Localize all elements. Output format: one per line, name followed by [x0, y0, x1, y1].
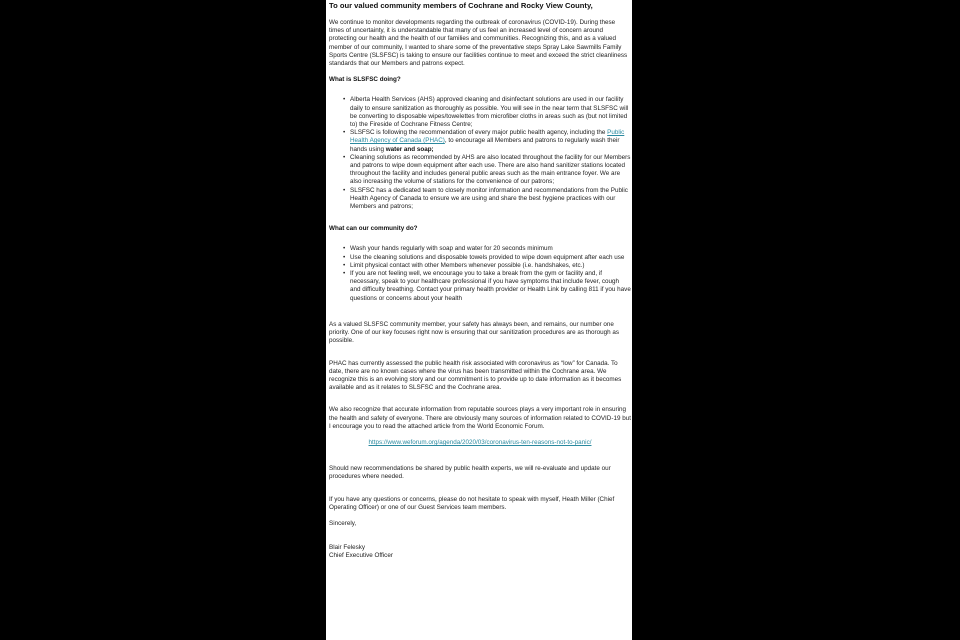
section-heading-community: What can our community do?	[329, 225, 418, 233]
signature-block	[329, 544, 631, 560]
signer-name: Blair Felesky	[329, 544, 366, 552]
doing-list	[329, 96, 631, 211]
list-item: • Wash your hands regularly with soap and water for 20 seconds minimum	[350, 245, 631, 253]
phac-paragraph: PHAC has currently assessed the public health risk associated with coronavirus as “low” for Canada. To date, there are no known cases where the virus has been transmitted within the Cochrane area. We recognize this is an evolving story and our commitment is to provide up to date information as it becomes available and as it relates to SLSFSC and the Cochrane area.	[329, 359, 622, 392]
update-paragraph: Should new recommendations be shared by public health experts, we will re-evaluate and update our procedures where needed.	[329, 465, 611, 481]
list-item: • Use the cleaning solutions and disposable towels provided to wipe down equipment after each use	[350, 254, 631, 262]
list-item: • If you are not feeling well, we encourage you to take a break from the gym or facility and, if necessary, speak to your healthcare professional if you have symptoms that include fever, cough and difficulty breathing. Contact your primary health provider or Health Link by calling 811 if you have questions or concerns about your health	[350, 270, 631, 303]
list-item: • SLSFSC has a dedicated team to closely monitor information and recommendations from the Public Health Agency of Canada to ensure we are using and share the best hygiene practices with our Members and patrons;	[350, 187, 631, 212]
section-heading-doing: What is SLSFSC doing?	[329, 76, 401, 84]
letter-greeting: To our valued community members of Cochrane and Rocky View County,	[329, 1, 593, 10]
list-item: • Cleaning solutions as recommended by AHS are also located throughout the facility for our Members and patrons to wipe down equipment after each use. There are also hand sanitizer stations located throughout the facility and includes general public areas such as the main entrance foyer. We are also increasing the volume of stations for the convenience of our patrons;	[350, 154, 631, 187]
emphasis-text: water and soap;	[385, 145, 434, 153]
intro-paragraph: We continue to monitor developments regarding the outbreak of coronavirus (COVID-19). During these times of uncertainty, it is understandable that many of us feel an increased level of concern around protecting our health and the health of our families and communities. Recognizing this, and as a valued member of our community, I wanted to share some of the preventative steps Spray Lake Sawmills Family Sports Centre (SLSFSC) is taking to ensure our facilities continue to meet and exceed the strict cleanliness standards that our Members and patrons expect.	[329, 19, 628, 68]
safety-paragraph: As a valued SLSFSC community member, your safety has always been, and remains, our number one priority. One of our key focuses right now is ensuring that our sanitization procedures are as thorough as possible.	[329, 320, 620, 345]
phac-link[interactable]: Public Health Agency of Canada (PHAC)	[350, 129, 625, 145]
list-item: • SLSFSC is following the recommendation of every major public health agency, including the Public Health Agency of Canada (PHAC), to encourage all Members and patrons to regularly wash their hands using water and soap;	[350, 129, 631, 154]
list-item: • Alberta Health Services (AHS) approved cleaning and disinfectant solutions are used in our facility daily to ensure sanitization as thoroughly as possible. You will see in the near term that SLSFSC will be converting to disposable wipes/towelettes from microfiber cloths in areas such as (but not limited to) the Fireside of Cochrane Fitness Centre;	[350, 96, 631, 129]
letter-body	[326, 0, 631, 561]
community-list	[329, 245, 631, 302]
signer-title: Chief Executive Officer	[329, 552, 393, 560]
letter-page	[326, 0, 632, 640]
article-link[interactable]: https://www.weforum.org/agenda/2020/03/coronavirus-ten-reasons-not-to-panic/	[368, 438, 592, 446]
contact-paragraph: If you have any questions or concerns, please do not hesitate to speak with myself, Heath Miller (Chief Operating Officer) or one of our Guest Services team members.	[329, 495, 615, 511]
list-item: • Limit physical contact with other Members whenever possible (i.e. handshakes, etc.)	[350, 262, 631, 270]
closing-text: Sincerely,	[329, 519, 357, 527]
info-paragraph: We also recognize that accurate information from reputable sources plays a very important role in ensuring the health and safety of everyone. There are obviously many sources of information related to COVID-19 but I encourage you to read the attached article from the World Economic Forum.	[329, 406, 631, 430]
